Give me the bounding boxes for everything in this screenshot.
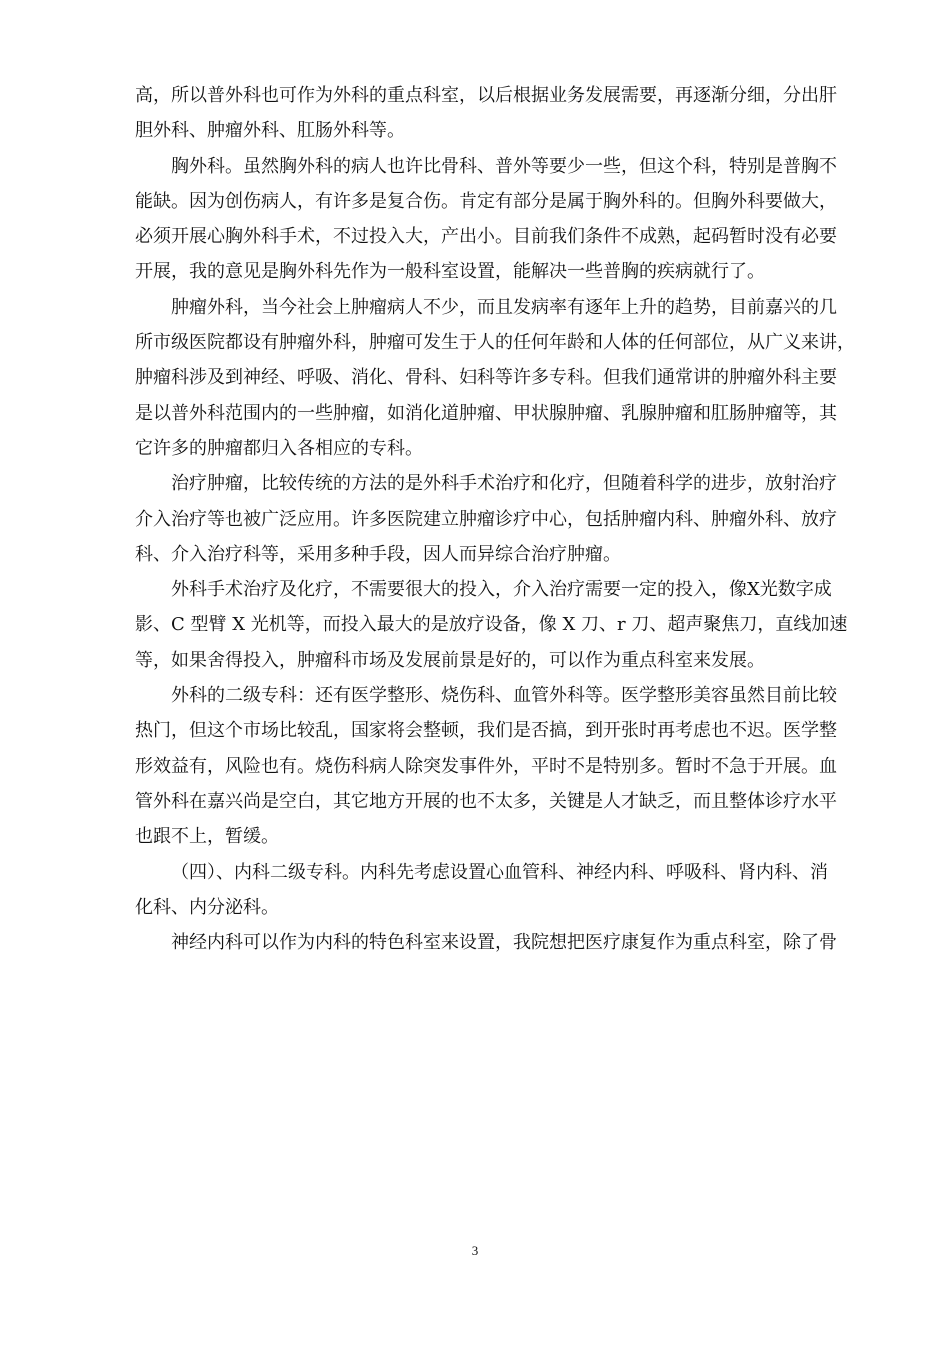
text-line: 它许多的肿瘤都归入各相应的专科。 <box>135 437 423 459</box>
text-line: 必须开展心胸外科手术，不过投入大，产出小。目前我们条件不成熟，起码暂时没有必要 <box>135 226 837 248</box>
text-line: 胸外科。虽然胸外科的病人也许比骨科、普外等要少一些，但这个科，特别是普胸不 <box>171 155 837 177</box>
text-line: 介入治疗等也被广泛应用。许多医院建立肿瘤诊疗中心，包括肿瘤内科、肿瘤外科、放疗 <box>135 508 837 530</box>
text-line: 开展，我的意见是胸外科先作为一般科室设置，能解决一些普胸的疾病就行了。 <box>135 261 765 283</box>
text-line: 科、介入治疗科等，采用多种手段，因人而异综合治疗肿瘤。 <box>135 543 621 565</box>
text-line: 形效益有，风险也有。烧伤科病人除突发事件外，平时不是特别多。暂时不急于开展。血 <box>135 755 837 777</box>
text-line: 肿瘤外科，当今社会上肿瘤病人不少，而且发病率有逐年上升的趋势，目前嘉兴的几 <box>171 296 837 318</box>
text-line: 治疗肿瘤，比较传统的方法的是外科手术治疗和化疗，但随着科学的进步，放射治疗 <box>171 473 837 495</box>
text-line: 肿瘤科涉及到神经、呼吸、消化、骨科、妇科等许多专科。但我们通常讲的肿瘤外科主要 <box>135 367 837 389</box>
text-line: 是以普外科范围内的一些肿瘤，如消化道肿瘤、甲状腺肿瘤、乳腺肿瘤和肛肠肿瘤等，其 <box>135 402 837 424</box>
text-line: 管外科在嘉兴尚是空白，其它地方开展的也不太多，关键是人才缺乏，而且整体诊疗水平 <box>135 790 837 812</box>
page-number: 3 <box>471 1243 479 1258</box>
text-line: 高，所以普外科也可作为外科的重点科室，以后根据业务发展需要，再逐渐分细，分出肝 <box>135 85 837 106</box>
text-line: 影、C 型臂 X 光机等，而投入最大的是放疗设备，像 X 刀、r 刀、超声聚焦刀，直线加速 <box>135 614 848 636</box>
text-line: 胆外科、肿瘤外科、肛肠外科等。 <box>135 120 405 142</box>
text-line: 外科的二级专科：还有医学整形、烧伤科、血管外科等。医学整形美容虽然目前比较 <box>171 685 837 707</box>
text-line: 神经内科可以作为内科的特色科室来设置，我院想把医疗康复作为重点科室，除了骨 <box>171 932 837 954</box>
text-line: 化科、内分泌科。 <box>135 896 279 918</box>
text-line: 热门，但这个市场比较乱，国家将会整顿，我们是否搞，到开张时再考虑也不迟。医学整 <box>135 720 837 742</box>
text-line: 所市级医院都设有肿瘤外科，肿瘤可发生于人的任何年龄和人体的任何部位，从广义来讲， <box>135 332 855 354</box>
text-line: 也跟不上，暂缓。 <box>135 826 279 848</box>
body-text <box>135 78 855 960</box>
text-line: 等，如果舍得投入，肿瘤科市场及发展前景是好的，可以作为重点科室来发展。 <box>135 649 765 671</box>
text-line: （四）、内科二级专科。内科先考虑设置心血管科、神经内科、呼吸科、肾内科、消 <box>171 861 828 883</box>
text-line: 外科手术治疗及化疗，不需要很大的投入，介入治疗需要一定的投入，像X光数字成 <box>171 579 832 601</box>
text-line: 能缺。因为创伤病人，有许多是复合伤。肯定有部分是属于胸外科的。但胸外科要做大， <box>135 190 837 212</box>
